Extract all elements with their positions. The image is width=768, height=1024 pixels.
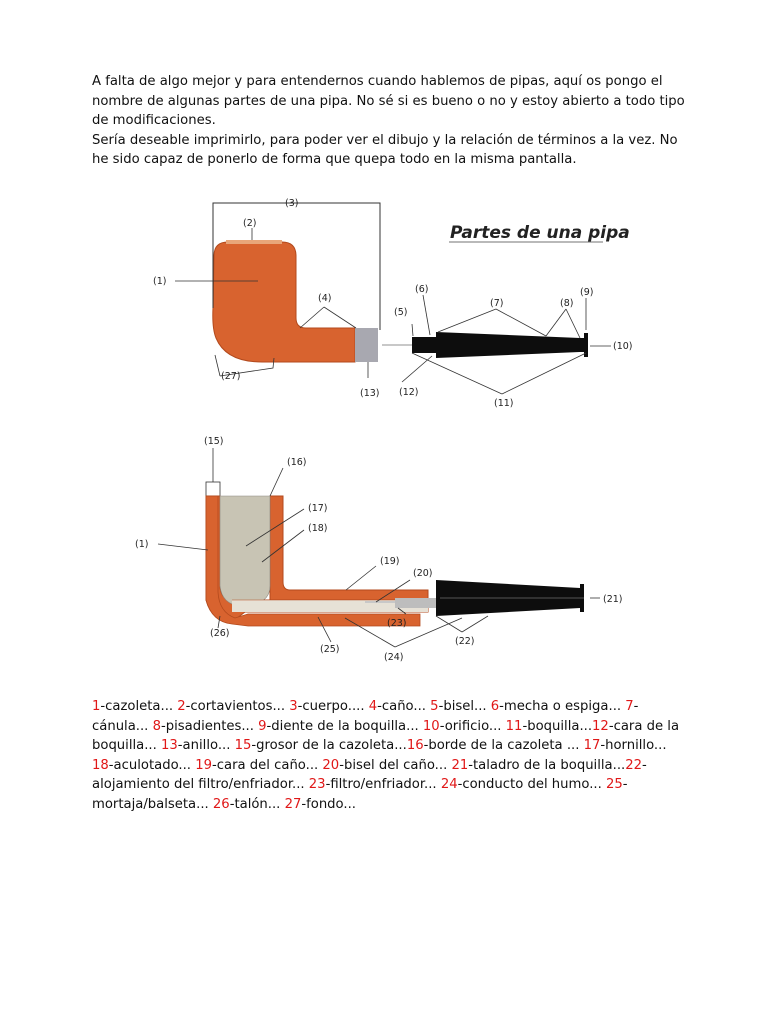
legend-term: -alojamiento del filtro/enfriador... bbox=[92, 757, 647, 793]
label-3: (3) bbox=[285, 198, 299, 209]
rim bbox=[226, 240, 282, 244]
label-21: (21) bbox=[603, 594, 623, 605]
label-6: (6) bbox=[415, 284, 429, 295]
legend-term: -filtro/enfriador... bbox=[325, 777, 441, 793]
legend-term: -cara del caño... bbox=[211, 757, 323, 773]
legend-number: 11 bbox=[505, 718, 523, 734]
legend-term: -bisel del caño... bbox=[339, 757, 452, 773]
legend-term: -diente de la boquilla... bbox=[266, 718, 423, 734]
label-19: (19) bbox=[380, 556, 400, 567]
legend-term: -conducto del humo... bbox=[457, 777, 606, 793]
legend-term: -talón... bbox=[229, 796, 285, 812]
legend-number: 5 bbox=[430, 699, 439, 714]
legend-term: -bisel... bbox=[438, 699, 491, 714]
legend-term: -orificio... bbox=[439, 718, 506, 734]
pipe-diagram-section bbox=[0, 432, 768, 672]
legend-term: -pisadientes... bbox=[160, 718, 259, 734]
label-11: (11) bbox=[494, 398, 514, 409]
label-24: (24) bbox=[384, 652, 404, 663]
legend-number: 16 bbox=[406, 738, 424, 754]
label-2: (2) bbox=[243, 218, 257, 229]
intro-paragraph-2: Sería deseable imprimirlo, para poder ver el dibujo y la relación de términos a la vez. No he sido capaz de ponerlo de forma que quepa todo en la misma pantalla. bbox=[92, 132, 678, 167]
label-9: (9) bbox=[580, 287, 594, 298]
legend-number: 25 bbox=[605, 777, 623, 793]
legend-term: -mortaja/balseta... bbox=[92, 777, 628, 812]
label-20: (20) bbox=[413, 568, 433, 579]
label-26: (26) bbox=[210, 628, 230, 639]
legend-term: -aculotado... bbox=[108, 757, 196, 773]
tenon bbox=[412, 337, 436, 353]
label-18: (18) bbox=[308, 523, 328, 534]
legend-number: 26 bbox=[212, 796, 230, 812]
legend-term: -cazoleta... bbox=[100, 699, 178, 714]
label-1b: (1) bbox=[135, 539, 149, 550]
legend-number: 18 bbox=[92, 757, 109, 773]
legend-term: -hornillo... bbox=[600, 738, 667, 754]
legend-number: 3 bbox=[289, 699, 298, 714]
label-1: (1) bbox=[153, 276, 167, 287]
legend-term: -borde de la cazoleta ... bbox=[423, 738, 584, 754]
label-13: (13) bbox=[360, 388, 380, 399]
legend-term: -boquilla... bbox=[522, 718, 593, 734]
legend-number: 7 bbox=[625, 699, 634, 714]
label-16: (16) bbox=[287, 457, 307, 468]
legend-number: 13 bbox=[161, 738, 178, 754]
legend-term: -cánula... bbox=[92, 699, 639, 734]
legend-number: 17 bbox=[583, 738, 601, 754]
legend-term: -fondo... bbox=[301, 796, 356, 812]
legend-number: 1 bbox=[92, 699, 101, 714]
legend-number: 4 bbox=[368, 699, 378, 714]
legend-number: 6 bbox=[490, 699, 500, 714]
legend-term: -anillo... bbox=[177, 738, 235, 754]
label-5: (5) bbox=[394, 307, 408, 318]
intro-text bbox=[92, 72, 692, 170]
legend-number: 10 bbox=[422, 718, 440, 734]
label-22: (22) bbox=[455, 636, 475, 647]
label-10: (10) bbox=[613, 341, 633, 352]
label-4: (4) bbox=[318, 293, 332, 304]
label-25: (25) bbox=[320, 644, 340, 655]
label-12: (12) bbox=[399, 387, 419, 398]
legend-term: -cortavientos... bbox=[185, 699, 290, 714]
legend-number: 27 bbox=[284, 796, 302, 812]
label-17: (17) bbox=[308, 503, 328, 514]
legend-number: 23 bbox=[308, 777, 326, 793]
intro-paragraph-1: A falta de algo mejor y para entendernos cuando hablemos de pipas, aquí os pongo el nombre de algunas partes de una pipa. No sé si es bueno o no y estoy abierto a todo tipo de modificaciones. bbox=[92, 74, 685, 128]
legend-term: -mecha o espiga... bbox=[499, 699, 626, 714]
pipe-diagram-exterior bbox=[0, 190, 768, 415]
diagram-title: Partes de una pipa bbox=[450, 223, 630, 243]
legend-term: -grosor de la cazoleta... bbox=[251, 738, 407, 754]
legend-number: 22 bbox=[625, 757, 642, 773]
label-27: (27) bbox=[221, 371, 241, 382]
label-7: (7) bbox=[490, 298, 504, 309]
pipe-body bbox=[213, 242, 355, 362]
label-8: (8) bbox=[560, 298, 574, 309]
filter bbox=[395, 598, 437, 608]
legend-number: 2 bbox=[177, 699, 186, 714]
band-ring bbox=[355, 328, 378, 362]
legend-term: -taladro de la boquilla... bbox=[468, 757, 626, 773]
chamber bbox=[220, 496, 270, 606]
label-23: (23) bbox=[387, 618, 407, 629]
parts-legend bbox=[92, 697, 692, 815]
label-15: (15) bbox=[204, 436, 224, 447]
legend-number: 8 bbox=[152, 718, 161, 734]
legend-term: -cuerpo.... bbox=[297, 699, 369, 714]
legend-number: 15 bbox=[234, 738, 252, 754]
mouthpiece bbox=[436, 332, 586, 358]
legend-number: 24 bbox=[440, 777, 458, 793]
legend-number: 9 bbox=[258, 718, 267, 734]
legend-term: -caño... bbox=[377, 699, 431, 714]
legend-term: -cara de la boquilla... bbox=[92, 718, 680, 754]
legend-number: 12 bbox=[592, 718, 609, 734]
legend-number: 21 bbox=[451, 757, 469, 773]
legend-number: 20 bbox=[322, 757, 340, 773]
legend-number: 19 bbox=[195, 757, 212, 773]
